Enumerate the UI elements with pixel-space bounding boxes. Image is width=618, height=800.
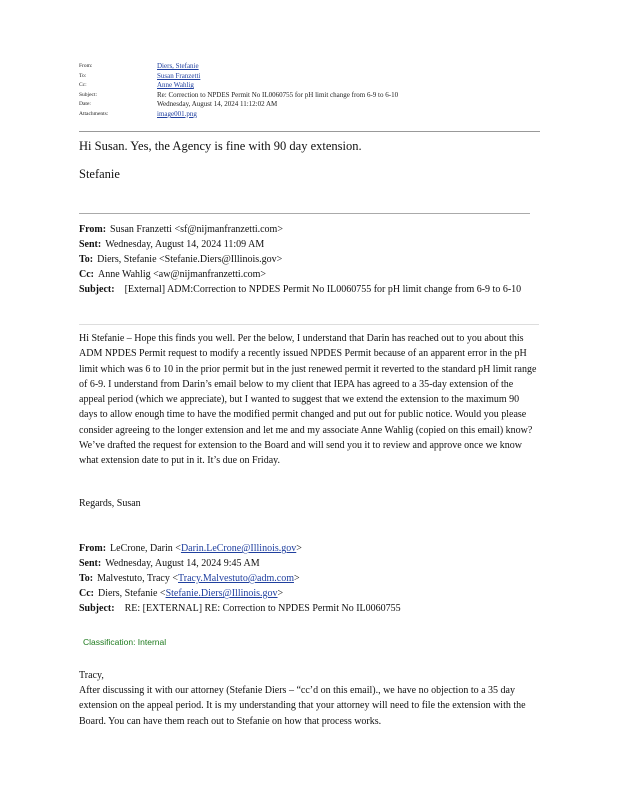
msg1-subject-value: [External] ADM:Correction to NPDES Permit No IL0060755 for pH limit change from 6-9 to 6-10 xyxy=(124,284,522,295)
msg2-to-end: > xyxy=(293,573,300,584)
msg1-closing: Regards, Susan xyxy=(79,498,141,509)
msg1-sent-label: Sent: xyxy=(79,239,102,250)
header-attachments-label: Attachments: xyxy=(79,110,109,117)
msg2-subject-row xyxy=(79,601,539,616)
attachment-link[interactable]: image001.png xyxy=(157,109,197,118)
header-from-row xyxy=(79,62,549,72)
msg2-to-row xyxy=(79,571,539,586)
msg2-body xyxy=(79,683,539,729)
header-from-link[interactable]: Diers, Stefanie xyxy=(157,62,199,70)
msg2-sent-value: Wednesday, August 14, 2024 9:45 AM xyxy=(105,558,260,569)
msg1-to-row xyxy=(79,252,539,267)
msg1-cc-label: Cc: xyxy=(79,269,94,280)
header-subject-label: Subject: xyxy=(79,91,98,98)
header-cc-link[interactable]: Anne Wahlig xyxy=(157,81,194,90)
header-subject-row xyxy=(79,91,549,101)
msg1-meta xyxy=(79,222,539,297)
msg1-cc-row xyxy=(79,267,539,282)
msg2-to-label: To: xyxy=(79,573,94,584)
header-to-link[interactable]: Susan Franzetti xyxy=(157,71,201,80)
msg1-sent-row xyxy=(79,237,539,252)
msg2-cc-email-link[interactable]: Stefanie.Diers@Illinois.gov xyxy=(165,588,278,599)
msg2-sent-label: Sent: xyxy=(79,558,102,569)
header-date-row xyxy=(79,100,549,110)
msg2-subject-value: RE: [EXTERNAL] RE: Correction to NPDES Permit No IL0060755 xyxy=(124,603,401,614)
quoted-divider xyxy=(79,213,530,214)
msg2-from-end: > xyxy=(296,543,302,554)
header-to-label: To: xyxy=(79,72,87,79)
msg2-from-name: LeCrone, Darin < xyxy=(110,543,181,554)
msg2-meta xyxy=(79,541,539,616)
msg1-cc-value: Anne Wahlig <aw@nijmanfranzetti.com> xyxy=(98,269,267,280)
msg1-sent-value: Wednesday, August 14, 2024 11:09 AM xyxy=(105,239,265,250)
msg2-body-text: After discussing it with our attorney (Stefanie Diers – “cc’d on this email)., we have no objection to a 35 day extension on the appeal period. It is my understanding that your attorney will need to file the extension with the Board. You can have them reach out to Stefanie on how that process works. xyxy=(79,685,526,727)
msg2-cc-label: Cc: xyxy=(79,588,94,599)
header-to-row xyxy=(79,72,549,82)
classification-label: Classification: Internal xyxy=(83,637,167,647)
msg1-to-label: To: xyxy=(79,254,94,265)
msg1-from-row xyxy=(79,222,539,237)
msg1-body xyxy=(79,331,539,469)
msg2-cc-name: Diers, Stefanie < xyxy=(98,588,166,599)
msg1-subject-row xyxy=(79,282,539,297)
header-subject-value: Re: Correction to NPDES Permit No IL0060755 for pH limit change from 6-9 to 6-10 xyxy=(157,90,399,99)
msg1-divider xyxy=(79,324,539,325)
msg2-from-email-link[interactable]: Darin.LeCrone@Illinois.gov xyxy=(180,543,297,554)
msg2-cc-row xyxy=(79,586,539,601)
msg2-cc-end: > xyxy=(277,588,284,599)
msg1-from-value: Susan Franzetti <sf@nijmanfranzetti.com> xyxy=(110,224,283,235)
msg1-subject-label: Subject: xyxy=(79,284,115,295)
msg1-body-text: Hi Stefanie – Hope this finds you well. Per the below, I understand that Darin has reached out to you about this ADM NPDES Permit request to modify a recently issued NPDES Permit because of an apparent error in the pH limit which was 6 to 10 in the prior permit but in the just renewed permit it reverted to the standard pH limit range of 6-9. I understand from Darin’s email below to my client that IEPA has agreed to a 35-day extension of the appeal period (which we appreciate), but I wanted to suggest that we extend the extension to the maximum 90 days to allow enough time to have the modified permit changed and put out for public notice. Would you please consider agreeing to the longer extension and let me and my associate Anne Wahlig (copied on this email) know? We’ve drafted the request for extension to the Board and will send you it to review and approve once we know what extension date to put in it. It’s due on Friday. xyxy=(79,333,537,467)
msg2-to-name: Malvestuto, Tracy < xyxy=(97,573,179,584)
msg2-from-label: From: xyxy=(79,543,107,554)
msg1-to-value: Diers, Stefanie <Stefanie.Diers@Illinois.gov> xyxy=(97,254,283,265)
msg2-from-row xyxy=(79,541,539,556)
header-cc-row xyxy=(79,81,549,91)
header-cc-label: Cc: xyxy=(79,82,87,89)
reply-greeting: Hi Susan. Yes, the Agency is fine with 90 day extension. xyxy=(79,139,362,153)
header-attachments-row xyxy=(79,110,549,120)
header-divider xyxy=(79,131,540,132)
reply-signature: Stefanie xyxy=(79,167,120,181)
header-date-label: Date: xyxy=(79,101,91,108)
header-from-label: From: xyxy=(79,63,93,69)
msg2-to-email-link[interactable]: Tracy.Malvestuto@adm.com xyxy=(178,573,294,584)
email-header xyxy=(79,62,549,120)
msg2-sent-row xyxy=(79,556,539,571)
msg2-salutation: Tracy, xyxy=(79,670,104,681)
header-date-value: Wednesday, August 14, 2024 11:12:02 AM xyxy=(157,100,278,109)
msg1-from-label: From: xyxy=(79,224,107,235)
msg2-subject-label: Subject: xyxy=(79,603,115,614)
